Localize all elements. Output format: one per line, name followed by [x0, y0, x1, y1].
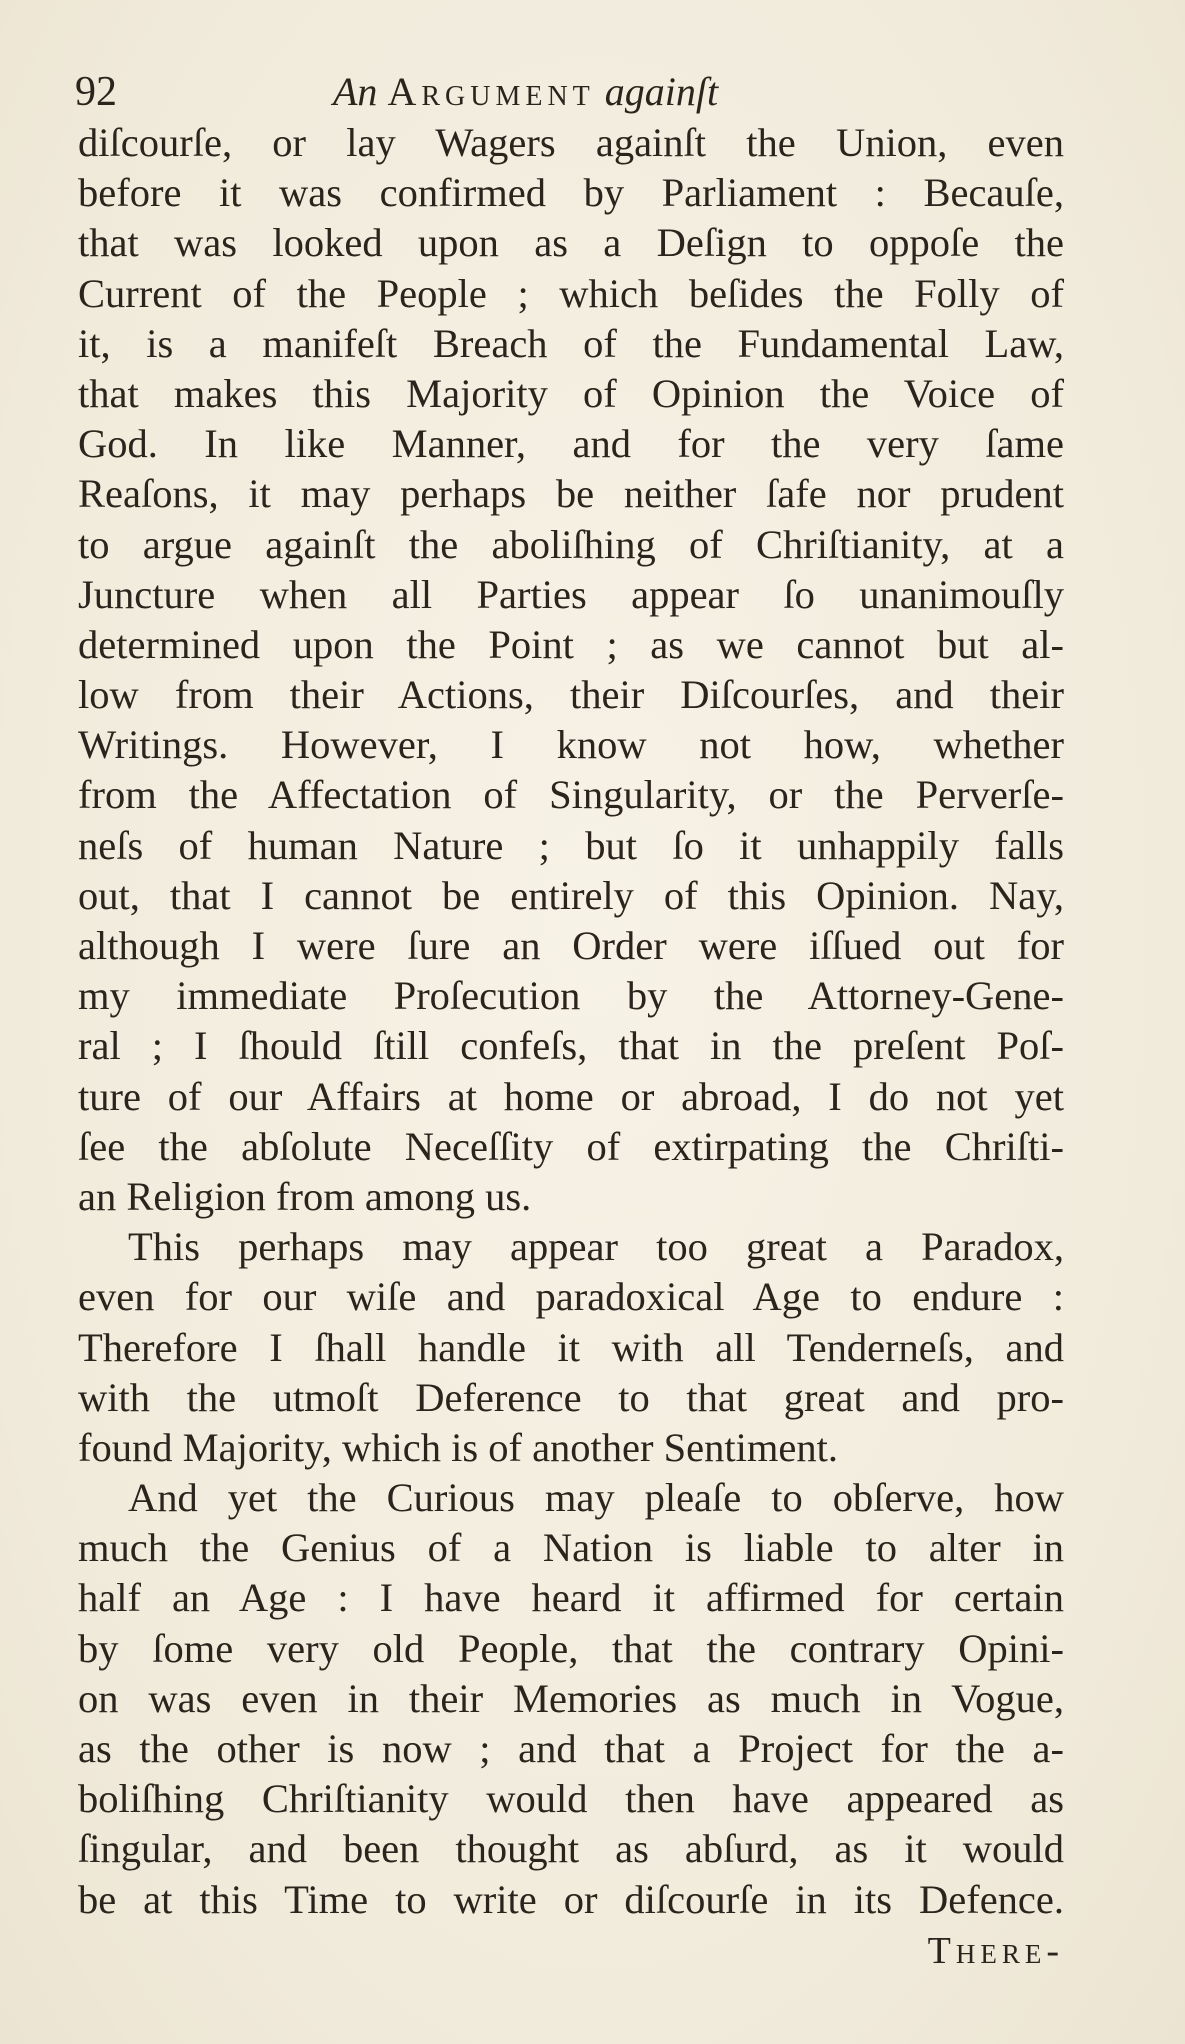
text-line: ſee the abſolute Neceſſity of extirpating the Chriſti-: [78, 1123, 1064, 1169]
text-line: Juncture when all Parties appear ſo unanimouſly: [78, 571, 1064, 617]
text-line: Reaſons, it may perhaps be neither ſafe nor prudent: [78, 471, 1064, 517]
text-line: ſingular, and been thought as abſurd, as it would: [78, 1826, 1064, 1872]
running-head-an: An: [333, 69, 378, 114]
text-line: boliſhing Chriſtianity would then have appeared as: [78, 1776, 1064, 1822]
body-text: [78, 118, 1064, 1975]
text-line: be at this Time to write or diſcourſe in its Defence.: [78, 1876, 1064, 1922]
running-head-argument: Argument: [387, 69, 595, 114]
page-number: 92: [75, 69, 117, 115]
text-line: that was looked upon as a Deſign to oppoſe the: [78, 220, 1064, 266]
text-line: much the Genius of a Nation is liable to alter in: [78, 1525, 1064, 1571]
text-line: from the Affectation of Singularity, or the Perverſe-: [78, 772, 1064, 818]
text-line: that makes this Majority of Opinion the Voice of: [78, 370, 1064, 416]
paragraph-start-line: And yet the Curious may pleaſe to obſerve, how: [128, 1475, 1064, 1521]
paragraph-end-line: found Majority, which is of another Sentiment.: [78, 1424, 838, 1470]
catchword-row: [78, 1925, 1064, 1975]
text-line: ral ; I ſhould ſtill confeſs, that in the preſent Poſ-: [78, 1023, 1064, 1069]
text-line: half an Age : I have heard it affirmed for certain: [78, 1575, 1064, 1621]
text-line: as the other is now ; and that a Project for the a-: [78, 1726, 1064, 1771]
text-line: Therefore I ſhall handle it with all Tenderneſs, and: [78, 1324, 1064, 1370]
paragraph-start-line: This perhaps may appear too great a Paradox,: [128, 1224, 1064, 1270]
text-line: before it was confirmed by Parliament : Becauſe,: [78, 170, 1064, 216]
text-line: low from their Actions, their Diſcourſes, and their: [78, 672, 1064, 718]
text-line: with the utmoſt Deference to that great and pro-: [78, 1374, 1064, 1420]
text-line: out, that I cannot be entirely of this Opinion. Nay,: [78, 872, 1064, 918]
text-line: even for our wiſe and paradoxical Age to endure :: [78, 1274, 1064, 1320]
paragraph-end-line: an Religion from among us.: [78, 1173, 532, 1219]
text-line: neſs of human Nature ; but ſo it unhappily falls: [78, 822, 1064, 868]
running-head: [333, 62, 718, 122]
catchword: There-: [927, 1929, 1064, 1972]
text-line: on was even in their Memories as much in Vogue,: [78, 1675, 1064, 1721]
page-header: [75, 62, 1075, 122]
text-line: God. In like Manner, and for the very ſame: [78, 421, 1064, 467]
text-line: ture of our Affairs at home or abroad, I do not yet: [78, 1073, 1064, 1119]
text-line: although I were ſure an Order were iſſued out for: [78, 923, 1064, 968]
text-line: determined upon the Point ; as we cannot but al-: [78, 621, 1064, 667]
text-line: diſcourſe, or lay Wagers againſt the Union, even: [78, 120, 1064, 165]
text-line: by ſome very old People, that the contrary Opini-: [78, 1625, 1064, 1671]
running-head-against: againſt: [604, 69, 719, 114]
text-line: to argue againſt the aboliſhing of Chriſtianity, at a: [78, 521, 1064, 567]
text-line: my immediate Proſecution by the Attorney-Gene-: [78, 973, 1064, 1019]
text-line: Writings. However, I know not how, whether: [78, 722, 1064, 768]
text-line: it, is a manifeſt Breach of the Fundamental Law,: [78, 320, 1064, 366]
text-line: Current of the People ; which beſides the Folly of: [78, 270, 1064, 316]
